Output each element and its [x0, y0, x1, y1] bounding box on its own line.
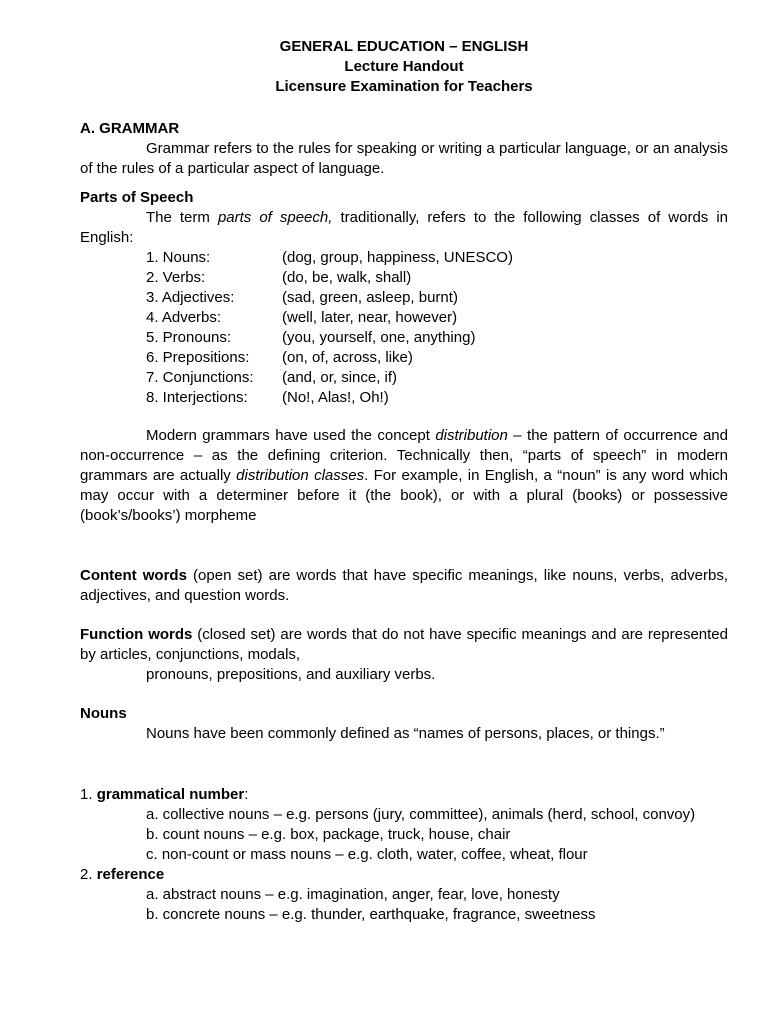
- item-label: 1. Nouns:: [146, 249, 211, 266]
- mass-nouns-item: c. non-count or mass nouns – e.g. cloth, water, coffee, wheat, flour: [146, 846, 588, 863]
- content-words-paragraph: [80, 566, 728, 606]
- item-label: 2. Verbs:: [146, 269, 206, 286]
- reference-heading: [80, 865, 728, 885]
- item-label: 7. Conjunctions:: [146, 369, 254, 386]
- intro-text: The term: [146, 209, 218, 226]
- count-nouns-item: b. count nouns – e.g. box, package, truck, house, chair: [146, 826, 511, 843]
- item-examples: (well, later, near, however): [282, 309, 458, 326]
- parts-of-speech-list: [80, 248, 728, 408]
- grammatical-number-heading: [80, 785, 728, 805]
- item-label: 8. Interjections:: [146, 389, 248, 406]
- header-title: GENERAL EDUCATION – ENGLISH: [279, 38, 529, 55]
- item-examples: (dog, group, happiness, UNESCO): [282, 249, 513, 266]
- header-subtitle: Lecture Handout: [344, 58, 464, 75]
- distribution-paragraph: [80, 426, 728, 526]
- header-exam: Licensure Examination for Teachers: [275, 78, 533, 95]
- grammar-section: [80, 119, 728, 179]
- list-item: [146, 368, 728, 388]
- intro-term: parts of speech,: [217, 209, 333, 226]
- grammar-definition: Grammar refers to the rules for speaking or writing a particular language, or an analysis of the rules of a particular aspect of language.: [80, 140, 728, 177]
- item-examples: (do, be, walk, shall): [282, 269, 412, 286]
- function-words-text: (closed set) are words that do not have specific meanings and are represented by articles, conjunctions, modals,: [80, 626, 728, 663]
- function-words-continuation: pronouns, prepositions, and auxiliary verbs.: [146, 666, 436, 683]
- parts-of-speech-heading: Parts of Speech: [80, 189, 194, 206]
- item-examples: (and, or, since, if): [282, 369, 398, 386]
- concrete-nouns-item: b. concrete nouns – e.g. thunder, earthquake, fragrance, sweetness: [146, 906, 596, 923]
- distribution-text: Modern grammars have used the concept: [146, 427, 436, 444]
- list-item: [146, 288, 728, 308]
- function-words-paragraph: [80, 625, 728, 665]
- list-item: [146, 248, 728, 268]
- reference-index: 2.: [80, 866, 97, 883]
- list-item: [146, 308, 728, 328]
- content-words-section: [80, 566, 728, 606]
- item-label: 6. Prepositions:: [146, 349, 250, 366]
- item-label: 4. Adverbs:: [146, 309, 222, 326]
- nouns-definition: Nouns have been commonly defined as “names of persons, places, or things.”: [146, 725, 665, 742]
- grammatical-number-colon: :: [244, 786, 249, 803]
- parts-of-speech-intro: [80, 208, 728, 248]
- distribution-term: distribution: [435, 427, 508, 444]
- function-words-section: [80, 625, 728, 685]
- item-label: 5. Pronouns:: [146, 329, 232, 346]
- nouns-heading: Nouns: [80, 705, 127, 722]
- list-item: [146, 268, 728, 288]
- parts-of-speech-section: [80, 188, 728, 408]
- list-item: [146, 348, 728, 368]
- reference-term: reference: [96, 866, 165, 883]
- content-words-term: Content words: [80, 567, 187, 584]
- item-examples: (No!, Alas!, Oh!): [282, 389, 389, 406]
- grammatical-number-index: 1.: [80, 786, 97, 803]
- distribution-text: . For example, in English, a “noun” is any word which may occur with a determiner before it (the book), or with a plural (books) or possessive (book’s/books’) morpheme: [80, 467, 728, 524]
- function-words-term: Function words: [80, 626, 193, 643]
- item-examples: (you, yourself, one, anything): [282, 329, 476, 346]
- intro-text-end: traditionally, refers to the following classes of words in English:: [80, 209, 729, 246]
- distribution-classes-term: distribution classes: [236, 467, 365, 484]
- list-item: [146, 328, 728, 348]
- item-examples: (on, of, across, like): [282, 349, 413, 366]
- grammatical-number-term: grammatical number: [96, 786, 245, 803]
- item-label: 3. Adjectives:: [146, 289, 235, 306]
- document-header: [80, 37, 728, 97]
- distribution-text: – the pattern of occurrence and non-occurrence – as the defining criterion. Technically then, “parts of speech” in modern grammars are actually: [80, 427, 728, 484]
- list-item: [146, 388, 728, 408]
- content-words-text: (open set) are words that have specific meanings, like nouns, verbs, adverbs, adjectives, and question words.: [80, 567, 728, 604]
- abstract-nouns-item: a. abstract nouns – e.g. imagination, anger, fear, love, honesty: [146, 886, 560, 903]
- nouns-section: [80, 704, 728, 744]
- distribution-section: [80, 426, 728, 526]
- collective-nouns-item: a. collective nouns – e.g. persons (jury, committee), animals (herd, school, convoy): [146, 806, 696, 823]
- grammar-heading: A. GRAMMAR: [80, 120, 180, 137]
- nouns-classification: [80, 785, 728, 925]
- item-examples: (sad, green, asleep, burnt): [282, 289, 458, 306]
